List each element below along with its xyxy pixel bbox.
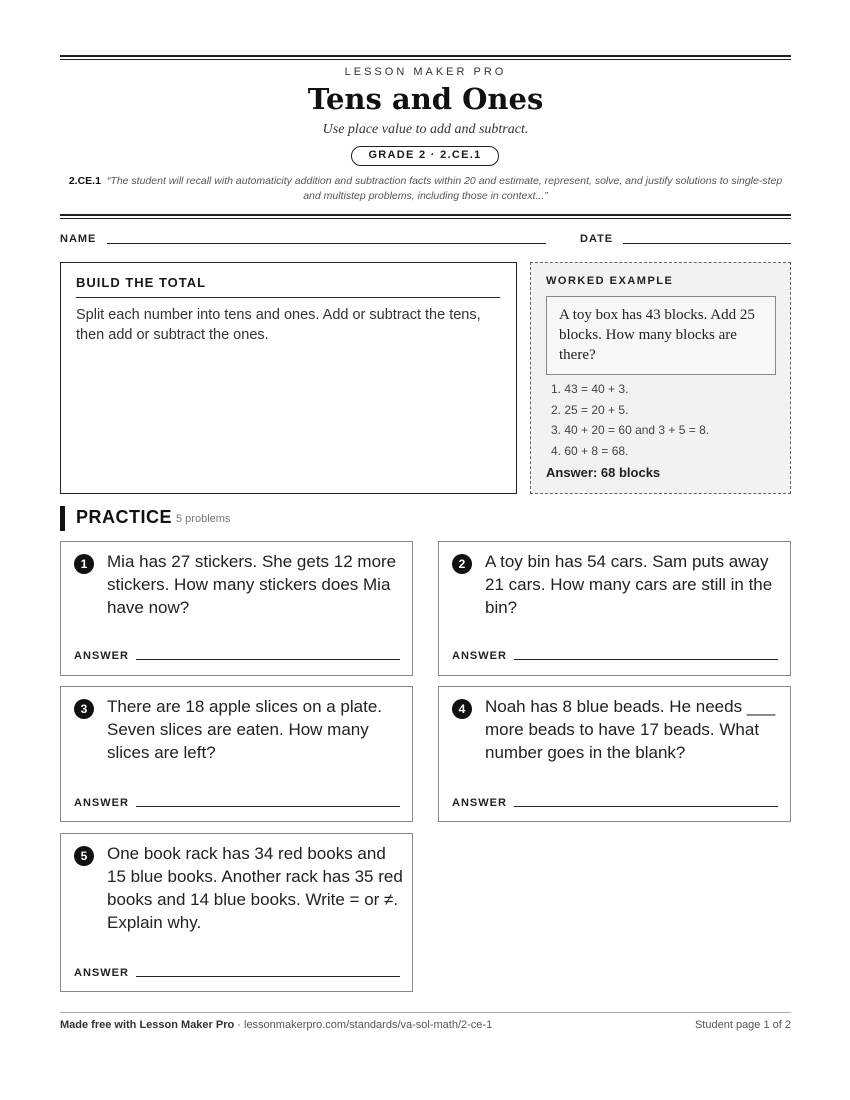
- standard-quote: “The student will recall with automaticity addition and subtraction facts within 20 and estimate, represent, solve, and justify solutions to single-step and multistep problems, including those in context...”: [106, 175, 783, 202]
- practice-count: 5 problems: [176, 513, 231, 525]
- worked-example-steps: [551, 379, 709, 461]
- problem-text: Mia has 27 stickers. She gets 12 more stickers. How many stickers does Mia have now?: [107, 552, 397, 617]
- answer-label: ANSWER: [74, 650, 129, 662]
- header-bottom-rule: [60, 214, 791, 219]
- problem-number-badge: 1: [74, 554, 94, 574]
- problem-card-3: [60, 686, 413, 822]
- footer-page-number: Student page 1 of 2: [694, 1019, 791, 1031]
- problem-card-2: [438, 541, 791, 676]
- build-instructions: Split each number into tens and ones. Add or subtract the tens, then add or subtract the ones.: [76, 307, 481, 343]
- name-label: NAME: [60, 233, 97, 245]
- problem-card-4: [438, 686, 791, 822]
- answer-label: ANSWER: [452, 650, 507, 662]
- standard-code: 2.CE.1: [68, 175, 101, 187]
- footer-rule: [60, 1012, 791, 1013]
- worksheet-page: [60, 0, 791, 1100]
- worked-example-box: [530, 262, 791, 494]
- worked-step: 3. 40 + 20 = 60 and 3 + 5 = 8.: [551, 423, 710, 437]
- problem-card-1: [60, 541, 413, 676]
- build-heading: BUILD THE TOTAL: [76, 275, 500, 298]
- worked-example-answer: Answer: 68 blocks: [546, 465, 661, 480]
- answer-label: ANSWER: [452, 797, 507, 809]
- problem-number-badge: 5: [74, 846, 94, 866]
- worked-step: 4. 60 + 8 = 68.: [551, 443, 629, 458]
- name-field[interactable]: [107, 243, 546, 244]
- problem-text: There are 18 apple slices on a plate. Seven slices are eaten. How many slices are left?: [107, 697, 383, 762]
- worksheet-title: Tens and Ones: [307, 82, 544, 116]
- footer-made-with: Made free with Lesson Maker Pro: [60, 1019, 235, 1031]
- date-field[interactable]: [623, 243, 791, 244]
- problem-number-badge: 3: [74, 699, 94, 719]
- answer-line[interactable]: [136, 659, 400, 660]
- problem-text: Noah has 8 blue beads. He needs ___ more beads to have 17 beads. What number goes in the blank?: [485, 697, 776, 762]
- answer-line[interactable]: [514, 806, 778, 807]
- problem-text: A toy bin has 54 cars. Sam puts away 21 cars. How many cars are still in the bin?: [485, 552, 773, 617]
- worked-step: 2. 25 = 20 + 5.: [551, 402, 629, 417]
- problem-number-badge: 4: [452, 699, 472, 719]
- worked-step: 1. 43 = 40 + 3.: [551, 382, 629, 396]
- problem-card-5: [60, 833, 413, 992]
- problem-text: One book rack has 34 red books and 15 blue books. Another rack has 35 red books and 14 blue books. Write = or ≠. Explain why.: [107, 844, 403, 932]
- practice-accent-bar: [60, 506, 65, 531]
- date-label: DATE: [580, 233, 614, 245]
- brand-name: LESSON MAKER PRO: [344, 66, 507, 78]
- answer-label: ANSWER: [74, 797, 129, 809]
- answer-line[interactable]: [136, 976, 400, 977]
- worked-example-heading: WORKED EXAMPLE: [546, 275, 674, 287]
- answer-line[interactable]: [514, 659, 778, 660]
- answer-line[interactable]: [136, 806, 400, 807]
- grade-badge: GRADE 2 · 2.CE.1: [351, 146, 499, 166]
- build-the-total-box: [60, 262, 517, 494]
- worksheet-subtitle: Use place value to add and subtract.: [322, 122, 529, 137]
- footer-url[interactable]: · lessonmakerpro.com/standards/va-sol-math/2-ce-1: [234, 1019, 493, 1031]
- standard-description: [60, 174, 791, 204]
- problem-number-badge: 2: [452, 554, 472, 574]
- practice-heading: PRACTICE: [76, 507, 173, 527]
- footer-credit: [60, 1019, 492, 1031]
- answer-label: ANSWER: [74, 967, 129, 979]
- top-rule: [60, 55, 791, 60]
- worked-example-problem: A toy box has 43 blocks. Add 25 blocks. How many blocks are there?: [546, 296, 776, 375]
